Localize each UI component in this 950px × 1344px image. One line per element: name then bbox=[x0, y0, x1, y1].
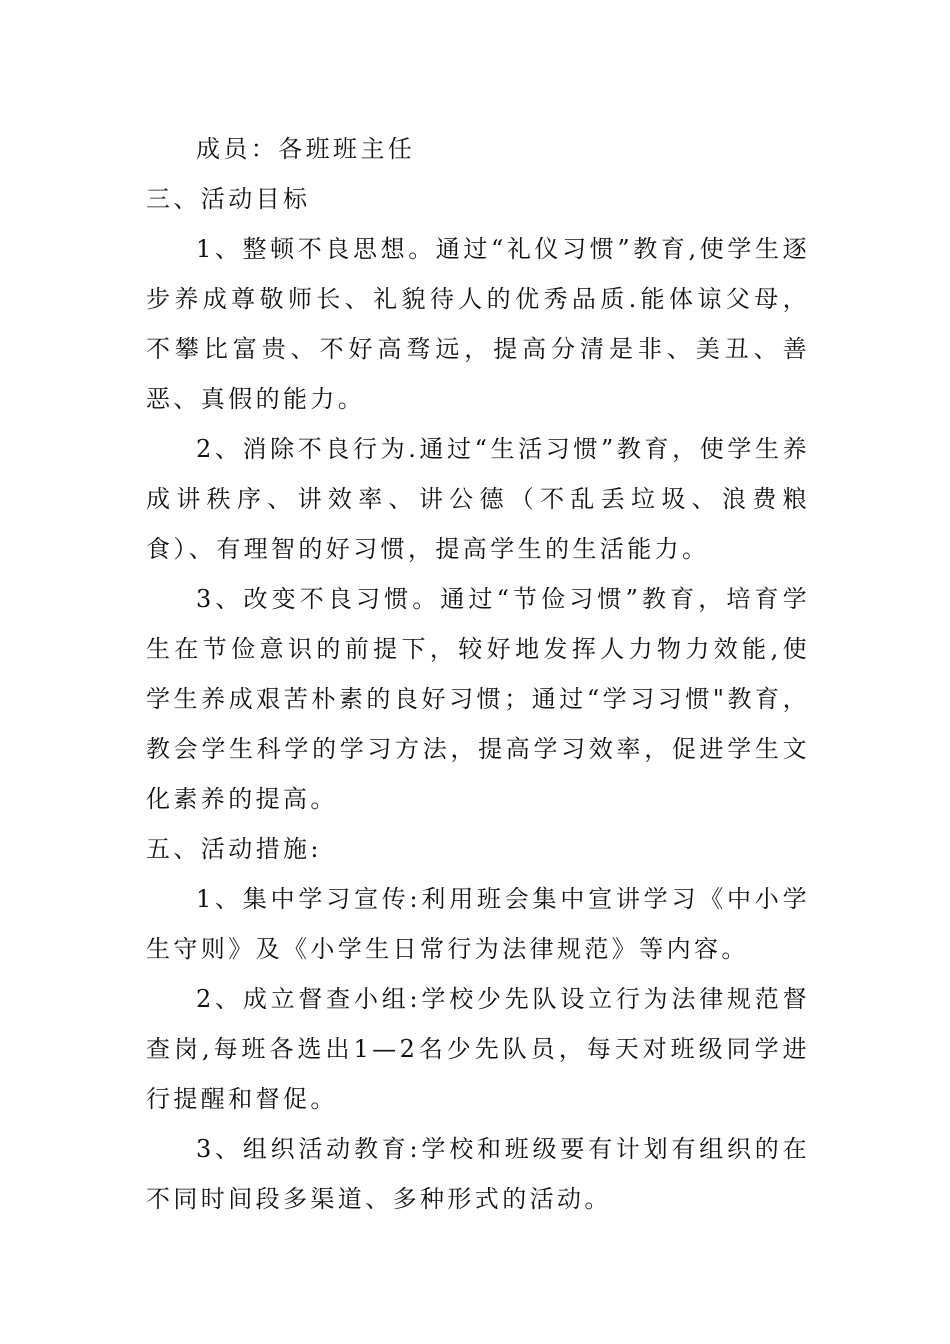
goal-item-1: 1、整顿不良思想。通过“礼仪习惯”教育,使学生逐步养成尊敬师长、礼貌待人的优秀品质.能体谅父母，不攀比富贵、不好高骛远，提高分清是非、美丑、善恶、真假的能力。 bbox=[146, 235, 810, 413]
goal-item-3: 3、改变不良习惯。通过“节俭习惯”教育，培育学生在节俭意识的前提下，较好地发挥人力物力效能,使学生养成艰苦朴素的良好习惯；通过“学习习惯"教育，教会学生科学的学习方法，提高学习效率，促进学生文化素养的提高。 bbox=[146, 585, 810, 813]
document-body bbox=[146, 124, 810, 1224]
section-heading-goals: 三、活动目标 bbox=[146, 185, 311, 213]
measure-item-2: 2、成立督查小组:学校少先队设立行为法律规范督查岗,每班各选出1—2名少先队员，每天对班级同学进行提醒和督促。 bbox=[146, 985, 810, 1113]
measure-item-1: 1、集中学习宣传:利用班会集中宣讲学习《中小学生守则》及《小学生日常行为法律规范》等内容。 bbox=[146, 885, 810, 963]
members-line: 成员：各班班主任 bbox=[196, 135, 416, 163]
goal-item-2: 2、消除不良行为.通过“生活习惯”教育，使学生养成讲秩序、讲效率、讲公德（不乱丢垃圾、浪费粮食）、有理智的好习惯，提高学生的生活能力。 bbox=[146, 435, 810, 563]
section-heading-measures: 五、活动措施: bbox=[146, 835, 322, 863]
measure-item-3: 3、组织活动教育:学校和班级要有计划有组织的在不同时间段多渠道、多种形式的活动。 bbox=[146, 1135, 810, 1213]
